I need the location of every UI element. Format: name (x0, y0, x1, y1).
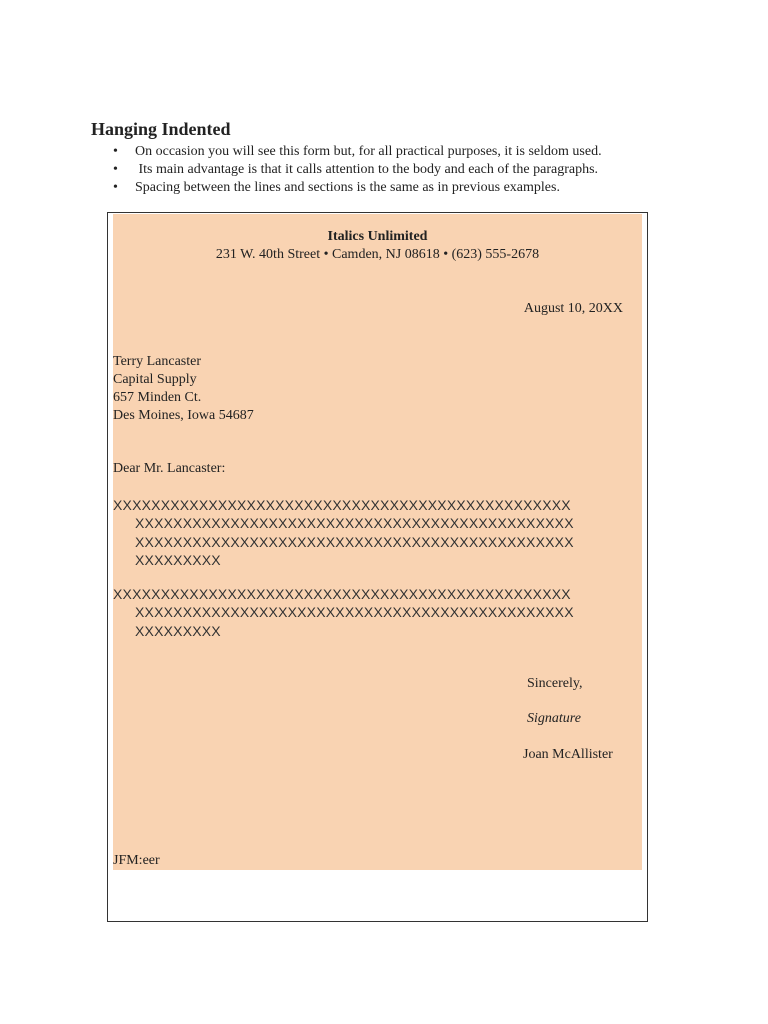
paragraph-line: XXXXXXXXXXXXXXXXXXXXXXXXXXXXXXXXXXXXXXXXXXXXXXXX (113, 497, 571, 513)
recipient-city: Des Moines, Iowa 54687 (113, 408, 254, 423)
paragraph-line: XXXXXXXXXXXXXXXXXXXXXXXXXXXXXXXXXXXXXXXXXXXXXXXX (113, 586, 571, 602)
letter-date: August 10, 20XX (523, 301, 623, 316)
bullet-text: Spacing between the lines and sections is the same as in previous examples. (135, 180, 560, 195)
inside-address (113, 353, 254, 425)
salutation: Dear Mr. Lancaster: (113, 461, 226, 476)
letterhead-address: 231 W. 40th Street • Camden, NJ 08618 • (623) 555-2678 (215, 247, 540, 262)
paragraph-line: XXXXXXXXXXXXXXXXXXXXXXXXXXXXXXXXXXXXXXXXXXXXXX (135, 604, 574, 621)
paragraph-line: XXXXXXXXX (135, 551, 221, 568)
paragraph-line: XXXXXXXXXXXXXXXXXXXXXXXXXXXXXXXXXXXXXXXXXXXXXX (135, 515, 574, 532)
body-paragraph-1 (113, 496, 574, 569)
recipient-street: 657 Minden Ct. (113, 390, 202, 405)
recipient-name: Terry Lancaster (113, 354, 202, 369)
bullet-item (113, 161, 602, 179)
bullet-glyph: • (113, 144, 118, 159)
sample-letter (113, 214, 642, 870)
complimentary-closing: Sincerely, (527, 676, 583, 691)
bullet-glyph: • (113, 180, 118, 195)
paragraph-line: XXXXXXXXXXXXXXXXXXXXXXXXXXXXXXXXXXXXXXXXXXXXXX (135, 533, 574, 550)
body-paragraph-2 (113, 585, 574, 640)
bullet-list (113, 143, 602, 197)
signer-name: Joan McAllister (523, 747, 613, 762)
bullet-item (113, 143, 602, 161)
bullet-item (113, 179, 602, 197)
recipient-company: Capital Supply (113, 372, 197, 387)
bullet-text: On occasion you will see this form but, for all practical purposes, it is seldom used. (135, 144, 602, 159)
reference-initials: JFM:eer (113, 853, 160, 868)
bullet-text: Its main advantage is that it calls attention to the body and each of the paragraphs. (135, 162, 599, 177)
section-heading: Hanging Indented (91, 119, 231, 139)
paragraph-line: XXXXXXXXX (135, 622, 221, 639)
bullet-glyph: • (113, 162, 118, 177)
letterhead-company-name: Italics Unlimited (327, 229, 428, 244)
signature: Signature (527, 711, 581, 726)
